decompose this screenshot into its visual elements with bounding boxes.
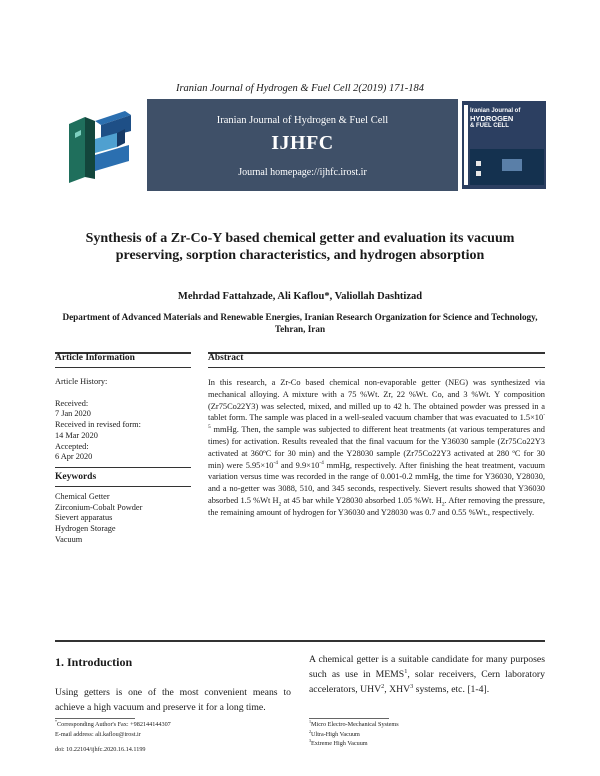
- abstract-heading: Abstract: [208, 353, 244, 363]
- footnote-rule: [309, 718, 389, 719]
- journal-banner: [147, 99, 458, 191]
- banner-abbrev: IJHFC: [271, 132, 334, 154]
- authors: Mehrdad Fattahzade, Ali Kaflou*, Valiollah Dashtizad: [177, 291, 423, 302]
- abstract-text: In this research, a Zr-Co based chemical non-evaporable getter (NEG) was synthesized via mechanical alloying. A mixture with a 75 %Wt. Zr, 22 %Wt. Co, and 3 %Wt. Y composition (Zr75Co22Y3) was selected, mixed, and milled up to 42 h. The obtained powder was pressed in a tablet form. The sample was placed in a well-sealed vacuum chamber that was evacuated to $1.5\times 10^{-5}$ mmHg. Then, the sample was subjected to different heat treatments (at various temperatures and times) for activation. Results revealed that the final vacuum for the Y36030 sample (Zr75Co22Y3 activated at 360ºC for 30 min) and the Y28030 sample (Zr75Co22Y3 activated at 280 ºC for 30 min) were $5.95\times 10^{-4}$ and $9.9\times 10^{-4}$ mmHg, respectively. After finishing the heat treatment, vacuum variation versus time was recorded in the range of 0.001-0.2 mmHg, the time for Y36030, Y28030, and a no-getter was 3088, 510, and 345 seconds, respectively. Sievert results showed that Y36030 absorbed 1.5 %Wt $H_2$ at 45 bar while Y28030 absorbed 1.05 %Wt. $H_2$. After removing the pressure, the remaining amount of hydrogen for Y36030 and Y28030 was 0.7 and 0.55 %Wt., respectively.: [208, 378, 545, 517]
- divider: [55, 467, 191, 468]
- doi-link[interactable]: doi: 10.22104/ijhfc.2020.16.14.1199: [55, 746, 146, 753]
- divider: [55, 367, 191, 368]
- ijhfc-logo-icon: [55, 99, 147, 191]
- keyword: Chemical Getter: [55, 492, 110, 501]
- article-info-heading: Article Information: [55, 353, 135, 363]
- keyword: Zirconium-Cobalt Powder: [55, 502, 143, 512]
- divider: [55, 640, 545, 642]
- keyword: Hydrogen Storage: [55, 524, 116, 534]
- revised-label: Received in revised form:: [55, 420, 141, 430]
- keywords-heading: Keywords: [55, 472, 97, 482]
- divider: [55, 486, 191, 487]
- footnote-rule: [55, 718, 135, 719]
- accepted-label: Accepted:: [55, 441, 89, 451]
- footnote: $^1$Micro Electro-Mechanical Systems: [309, 718, 399, 728]
- keyword: Sievert apparatus: [55, 513, 113, 523]
- footnote: $^2$Ultra-High Vacuum: [309, 728, 360, 738]
- footnote: $^3$Extreme High Vacuum: [309, 737, 368, 747]
- introduction-paragraph-2: A chemical getter is a suitable candidate for many purposes such as use in MEMS$^1$, solar receivers, Cern laboratory accelerators, UHV$^2$, XHV$^3$ systems, etc. [1-4].: [309, 654, 545, 695]
- cover-line3: & FUEL CELL: [470, 123, 509, 129]
- journal-cover: [458, 99, 550, 191]
- keyword: Vacuum: [55, 534, 83, 544]
- divider: [208, 352, 545, 354]
- journal-homepage-link[interactable]: Journal homepage://ijhfc.irost.ir: [238, 167, 367, 178]
- corresponding-author: *Corresponding Author's Fax: +982144144307 E-mail address: ali.kaflou@irost.ir: [55, 718, 171, 738]
- introduction-paragraph: Using getters is one of the most convenient means to achieve a high vacuum and preserve it for a long time.: [55, 687, 291, 713]
- journal-cover-image: [462, 101, 546, 189]
- banner-journal-name: Iranian Journal of Hydrogen & Fuel Cell: [216, 115, 389, 126]
- journal-citation: Iranian Journal of Hydrogen & Fuel Cell 2(2019) 171-184: [175, 83, 425, 94]
- footnotes-list: [309, 720, 399, 749]
- cover-line2: HYDROGEN: [470, 114, 514, 123]
- affiliation: Department of Advanced Materials and Renewable Energies, Iranian Research Organization for Science and Technology, Tehran, Iran: [62, 312, 538, 334]
- keywords-list: [55, 492, 142, 546]
- journal-logo: [55, 99, 147, 191]
- article-history: [55, 377, 141, 463]
- cover-line1: Iranian Journal of: [470, 108, 521, 114]
- received-label: Received:: [55, 398, 89, 408]
- introduction-heading: 1. Introduction: [55, 655, 133, 669]
- accepted-date: 6 Apr 2020: [55, 452, 93, 462]
- history-label: Article History:: [55, 377, 108, 386]
- divider: [208, 367, 545, 368]
- article-title: Synthesis of a Zr-Co-Y based chemical getter and evaluation its vacuum preserving, sorption characteristics, and hydrogen absorption: [85, 231, 515, 263]
- revised-date: 14 Mar 2020: [55, 430, 98, 440]
- received-date: 7 Jan 2020: [55, 409, 91, 419]
